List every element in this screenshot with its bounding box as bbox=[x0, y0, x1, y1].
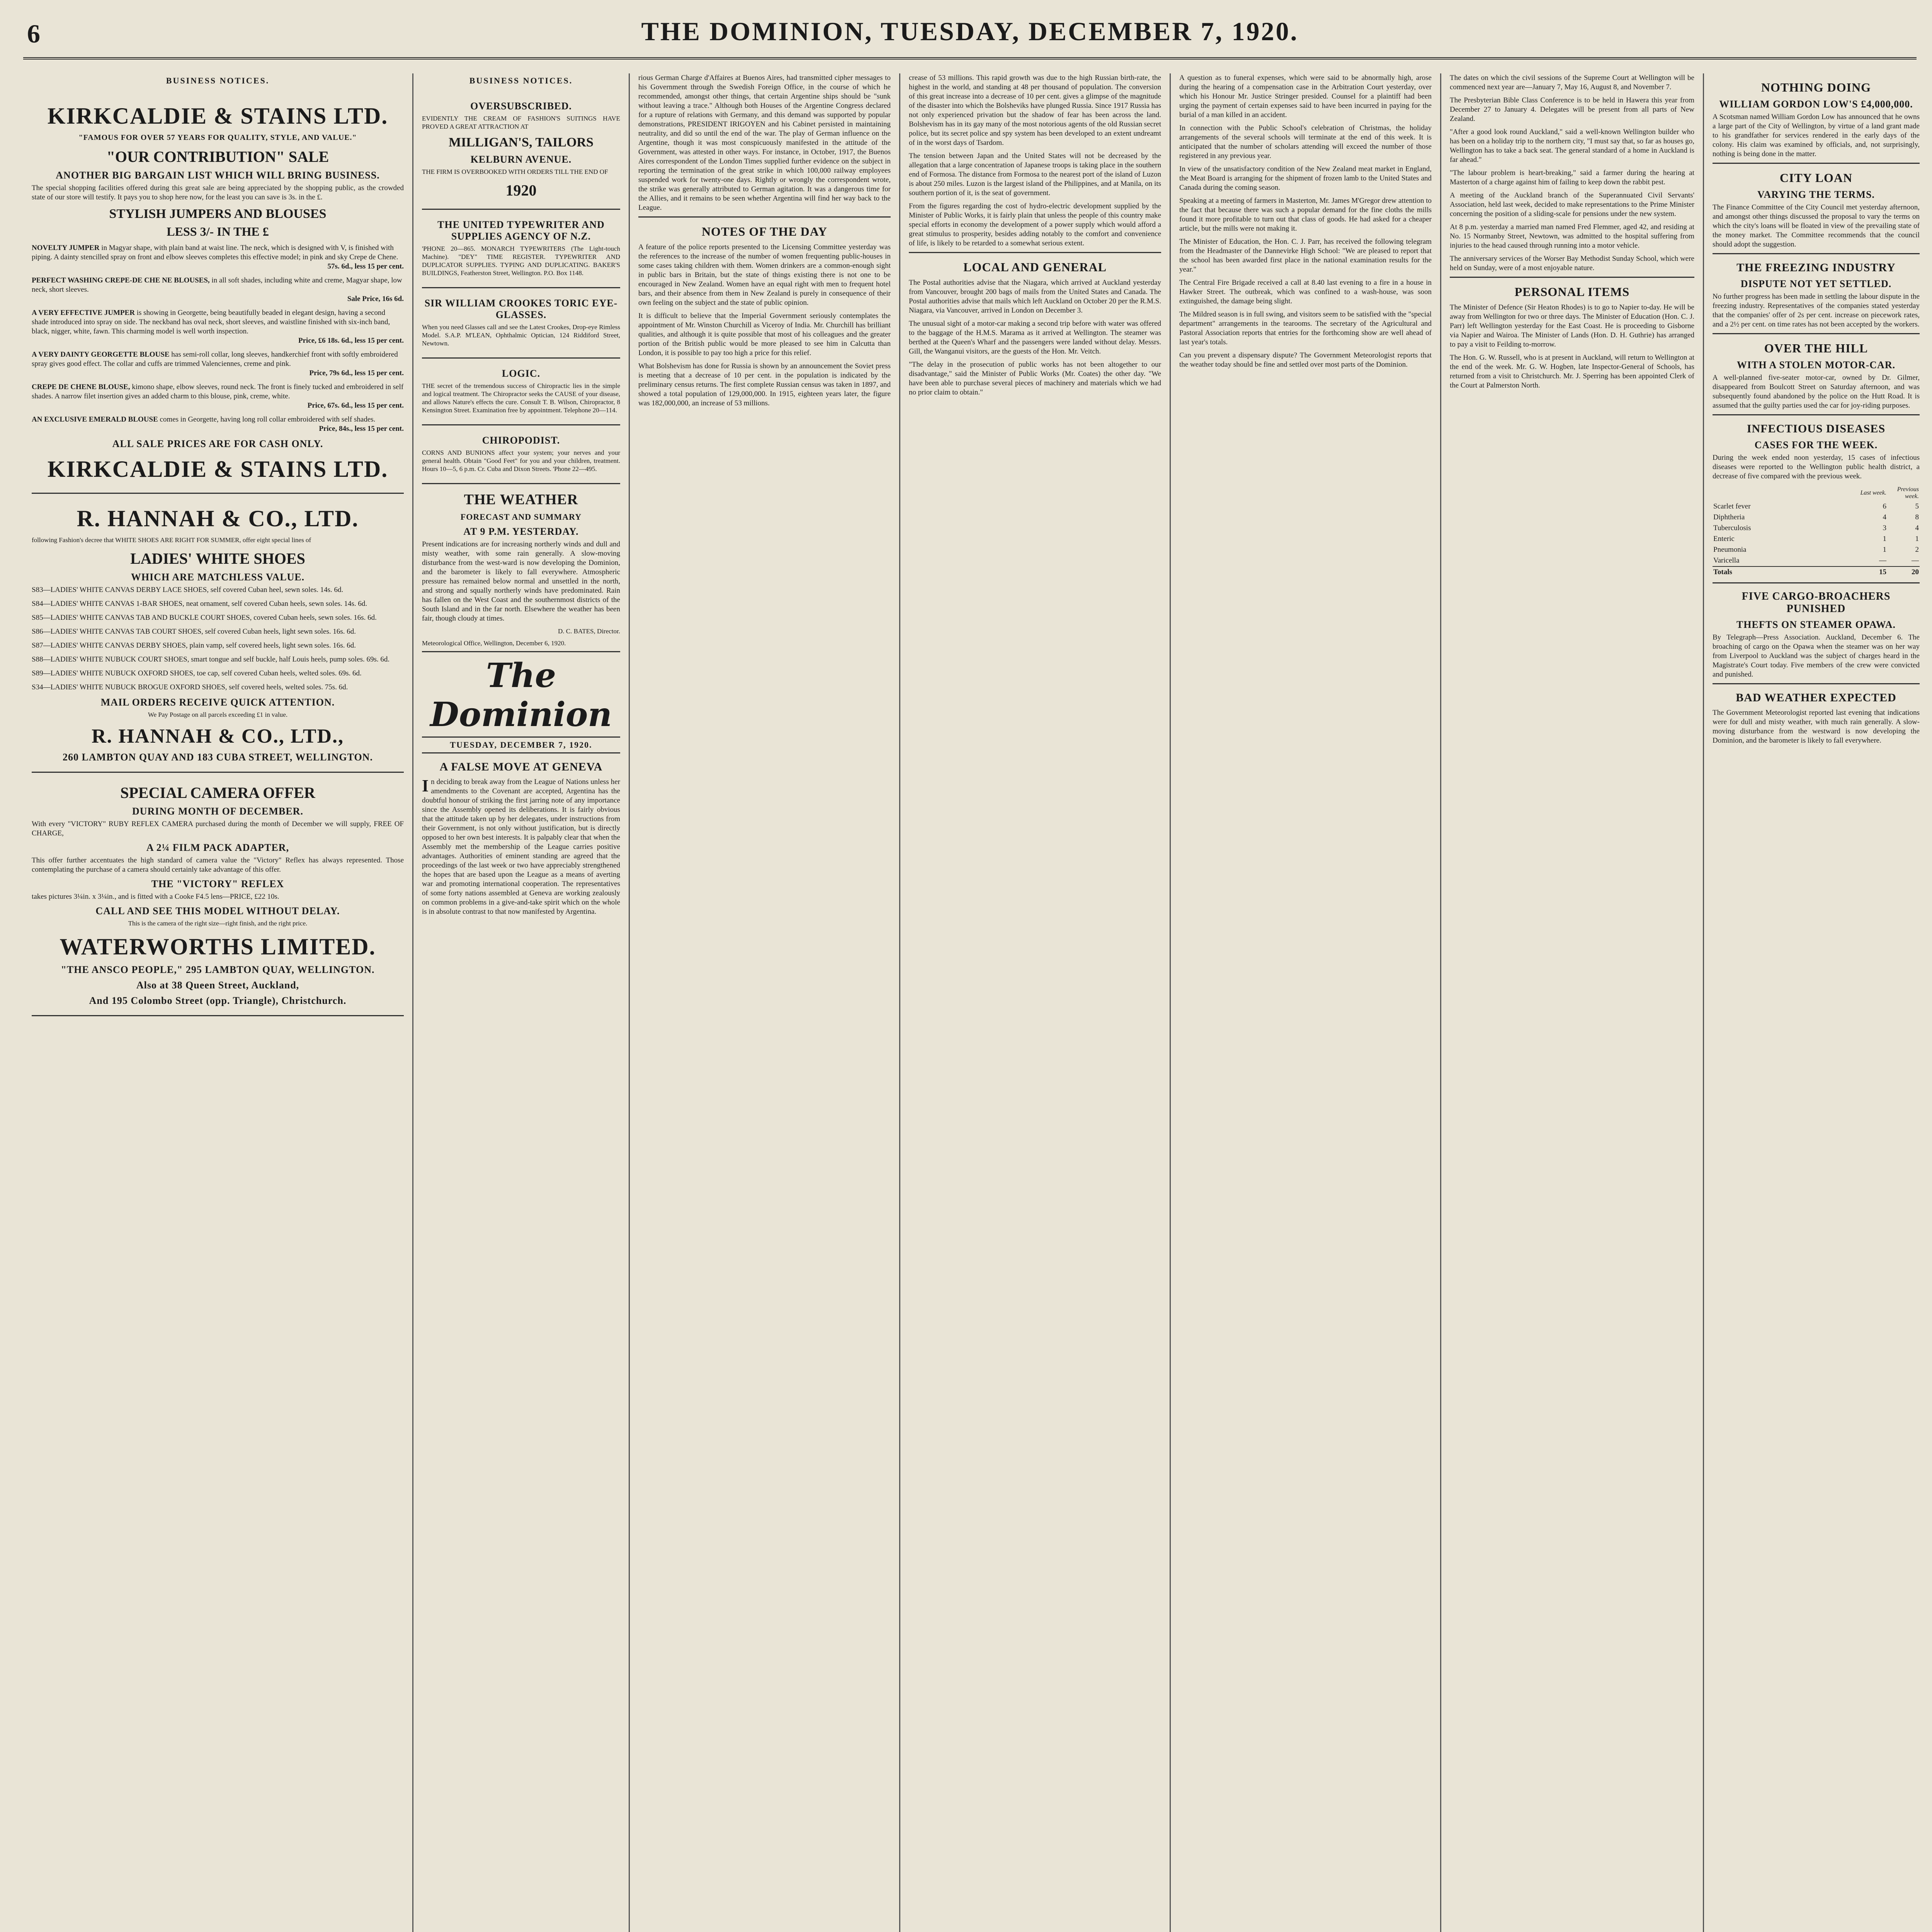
product-heading: LADIES' WHITE SHOES bbox=[130, 550, 305, 567]
shoe-item: S83—LADIES' WHITE CANVAS DERBY LACE SHOES, self covered Cuban heel, sewn soles. 14s. 6d. bbox=[32, 586, 344, 594]
weather-heading: THE WEATHER bbox=[464, 492, 578, 508]
ad-year: 1920 bbox=[505, 182, 537, 199]
infectious-heading: INFECTIOUS DISEASES bbox=[1747, 422, 1886, 435]
notes-paragraph-4: The tension between Japan and the United States will not be decreased by the allegation that a large concentration of Japanese troops is taking place in the southern end of Formosa. The distance from Formosa to the nearest port of the island of Luzon is about 250 miles. Luzon is the largest island of the Philippines, and at Manila, on its southern portion of it, is the seat of government. bbox=[909, 152, 1161, 197]
masthead-title: THE DOMINION, TUESDAY, DECEMBER 7, 1920. bbox=[641, 17, 1299, 46]
local-paragraph-6: In view of the unsatisfactory condition of the New Zealand meat market in England, the Meat Board is arranging for the shipment of frozen lamb to the United States and Canada during the coming season. bbox=[1179, 165, 1432, 192]
cash-notice: ALL SALE PRICES ARE FOR CASH ONLY. bbox=[112, 438, 323, 449]
table-header-previous: Previous week. bbox=[1897, 486, 1919, 500]
local-paragraph-7: Speaking at a meeting of farmers in Masterton, Mr. James M'Gregor drew attention to the fact that because there was such a popular demand for the fine cloths the mills found it more profitable to turn out that class of goods. He had asked for a cheaper article, but the mills were not making it. bbox=[1179, 197, 1432, 233]
ad-text: THE secret of the tremendous success of Chiropractic lies in the simple and logical treatment. The Chiropractor seeks the CAUSE of your disease, and allows Nature's effects the cure. Consult T. B. Wilson, Chiropractor, 8 Kensington Street. Examination free by appointment. Telephone 20—114. bbox=[422, 382, 620, 414]
ad-heading: CHIROPODIST. bbox=[482, 435, 560, 446]
discount-line: LESS 3/- IN THE £ bbox=[167, 224, 269, 238]
total-last-week: 15 bbox=[1855, 566, 1887, 578]
cases-previous-week: 5 bbox=[1915, 502, 1919, 510]
cases-last-week: 1 bbox=[1883, 546, 1886, 554]
column-local-general bbox=[900, 73, 1171, 1932]
product-item bbox=[32, 415, 404, 434]
page-number: 6 bbox=[27, 19, 42, 48]
advertiser-name: R. HANNAH & CO., LTD. bbox=[77, 506, 359, 531]
product-description: has semi-roll collar, long sleeves, handkerchief front with softly embroidered spray gives good effect. The collar and cuffs are trimmed Valenciennes, creme and pink. bbox=[32, 350, 398, 368]
ad-intro: The special shopping facilities offered during this great sale are being appreciated by the shopping public, as the crowded state of our store will testify. It pays you to shop here now, for the least you can save is 3s. in the £. bbox=[32, 184, 404, 201]
column-editorial-notes bbox=[630, 73, 900, 1932]
column-business-notices-2 bbox=[413, 73, 630, 1932]
divider bbox=[1713, 253, 1920, 254]
product-description: is showing in Georgette, being beautifully beaded in elegant design, having a second shade introduced into spray on side. The neckband has oval neck, short sleeves, and waistline finished with six-inch band, black, nigger, white, fawn. This charming model is well worth inspection. bbox=[32, 309, 390, 335]
offer-text-2: This offer further accentuates the high standard of camera value the "Victory" Reflex has always represented. Those contemplating the purchase of a camera should certainly take advantage of this offer. bbox=[32, 856, 404, 874]
advertiser-name-footer: KIRKCALDIE & STAINS LTD. bbox=[47, 456, 388, 482]
divider bbox=[1713, 163, 1920, 164]
cases-previous-week: 4 bbox=[1915, 524, 1919, 532]
section-kicker: BUSINESS NOTICES. bbox=[166, 76, 270, 85]
shoe-item: S86—LADIES' WHITE CANVAS TAB COURT SHOES, self covered Cuban heels, light sewn soles. 16s. 6d. bbox=[32, 628, 356, 636]
cargo-text: By Telegraph—Press Association. Auckland, December 6. The broaching of cargo on the Opawa when the steamer was on her way from Liverpool to Auckland was the subject of charges heard in the Magistrate's Court today. Five members of the crew were convicted and punished. bbox=[1713, 633, 1920, 679]
city-loan-text: The Finance Committee of the City Council met yesterday afternoon, and amongst other things discussed the proposal to vary the terms on which the city's loans will be floated in view of the prevailing state of the money market. The Committee recommends that the council should adopt the suggestion. bbox=[1713, 203, 1920, 248]
offer-reflex: THE "VICTORY" REFLEX bbox=[151, 878, 284, 889]
cases-previous-week: 2 bbox=[1915, 546, 1919, 554]
notes-heading: NOTES OF THE DAY bbox=[701, 224, 828, 238]
product-price: Price, £6 18s. 6d., less 15 per cent. bbox=[298, 337, 404, 345]
disease-name: Enteric bbox=[1713, 535, 1735, 543]
table-header-row bbox=[1713, 485, 1920, 501]
editorial-continued: rious German Charge d'Affaires at Buenos Aires, had transmitted cipher messages to his Government through the Swedish Foreign Office, in the course of which he recommended, amongst other things, that certain Argentine ships should be "sunk without leaving a trace." Although both Houses of the Argentine Congress declared for a rupture of relations with Germany, and this demand was supported by popular demonstrations, PRESIDENT IRIGOYEN and his Cabinet persisted in maintaining neutrality, and did so until the end of the war. The play of German influence on the Argentine, though it was most conspicuously manifested in the attitude of the Government, was attested in other ways. For instance, in October, 1917, the Buenos Aires correspondent of the London Times supplied further evidence on the subject in reporting the termination of the great strike in which 100,000 railway employees suspended work for twenty-one days. Rightly or wrongly the correspondent wrote, the strike was generally attributed to German agitation. It was a dangerous time for the Allies, and it remains to be seen whether Argentina will find her way back to the League. bbox=[638, 74, 891, 212]
table-row bbox=[1713, 544, 1920, 555]
cases-last-week: 1 bbox=[1883, 535, 1886, 543]
camera-offer-ad bbox=[32, 773, 404, 1016]
product-description: comes in Georgette, having long roll collar embroidered with self shades. bbox=[160, 415, 376, 423]
shoe-item: S88—LADIES' WHITE NUBUCK COURT SHOES, smart tongue and self buckle, half Louis heels, pump soles. 69s. 6d. bbox=[32, 655, 390, 663]
ad-heading: SIR WILLIAM CROOKES TORIC EYE-GLASSES. bbox=[424, 298, 618, 320]
news-paragraph-4: "The labour problem is heart-breaking," said a farmer during the hearing at Masterton of a charge against him of failing to keep down the rabbit pest. bbox=[1450, 169, 1694, 186]
divider bbox=[1713, 683, 1920, 684]
product-description: kimono shape, elbow sleeves, round neck. The front is finely tucked and embroidered in self shades. A narrow filet insertion gives an added charm to this blouse, pink, creme, white. bbox=[32, 383, 404, 400]
table-row bbox=[1713, 523, 1920, 534]
shoe-item: S85—LADIES' WHITE CANVAS TAB AND BUCKLE COURT SHOES, covered Cuban heels, sewn soles. 16s. 6d. bbox=[32, 614, 377, 622]
local-paragraph-4: A question as to funeral expenses, which were said to be abnormally high, arose during the hearing of a compensation case in the Arbitration Court yesterday, over which his Honour Mr. Justice Stringer presided. Counsel for a plaintiff had been urging the payment of certain expenses said to have been incurred in paying for the burial of a man killed in an accident. bbox=[1179, 74, 1432, 119]
notes-paragraph-5: From the figures regarding the cost of hydro-electric development supplied by the Minister of Public Works, it is fairly plain that unless the people of this country make special efforts in economy the development of a power supply which would afford a great stimulus to prosperity, besides adding notably to the comfort and convenience of life, is likely to be retarded to a somewhat serious extent. bbox=[909, 202, 1161, 247]
nothing-text: A Scotsman named William Gordon Low has announced that he owns a large part of the City of Wellington, by virtue of a land grant made to his grandfather for services rendered in the early days of the colony. His claim was examined by officials, and, not surprisingly, nothing is being done in the matter. bbox=[1713, 113, 1920, 158]
shoe-item: S84—LADIES' WHITE CANVAS 1-BAR SHOES, neat ornament, self covered Cuban heels, sewn soles. 14s. 6d. bbox=[32, 600, 367, 608]
advertiser-name: WATERWORTHS LIMITED. bbox=[60, 934, 376, 959]
small-ad bbox=[422, 91, 620, 210]
freezing-heading: THE FREEZING INDUSTRY bbox=[1736, 261, 1896, 274]
offer-subheading: DURING MONTH OF DECEMBER. bbox=[132, 806, 303, 817]
weather-signature: D. C. BATES, Director. bbox=[558, 628, 620, 635]
local-paragraph-1: The Postal authorities advise that the Niagara, which arrived at Auckland yesterday from Vancouver, brought 200 bags of mails from the United States and Canada. The Postal authorities advise that mails which left Auckland on October 20 per the R.M.S. Niagara, via Vancouver, arrived in London on December 3. bbox=[909, 279, 1161, 315]
nothing-subheading: WILLIAM GORDON LOW'S £4,000,000. bbox=[1719, 99, 1913, 110]
table-header-last: Last week. bbox=[1860, 490, 1886, 496]
weather-forecast: Present indications are for increasing northerly winds and dull and misty weather, with some rain generally. A slow-moving disturbance from the west-ward is now developing the Dominion, and the barometer is likely to fall everywhere. Atmospheric pressure has remained below normal and unsettled in the north, and strong and squally northerly winds have predominated. Rain has fallen on the West Coast and the southernmost districts of the South Island and in the far north. Elsewhere the weather has been fair, though cloudy at times. bbox=[422, 540, 620, 622]
ad-heading: THE UNITED TYPEWRITER AND SUPPLIES AGENCY OF N.Z. bbox=[437, 219, 605, 242]
freezing-subheading: DISPUTE NOT YET SETTLED. bbox=[1740, 278, 1892, 289]
news-paragraph-1: The dates on which the civil sessions of the Supreme Court at Wellington will be commenced next year are—January 7, May 16, August 8, and November 7. bbox=[1450, 74, 1694, 91]
product-price: Price, 84s., less 15 per cent. bbox=[319, 425, 404, 433]
advertiser-address-1: "THE ANSCO PEOPLE," 295 LAMBTON QUAY, WELLINGTON. bbox=[61, 964, 375, 975]
local-paragraph-5: In connection with the Public School's celebration of Christmas, the holiday arrangements of the several schools will terminate at the end of this week. It is anticipated that the number of scholars attending will exceed the number of those registered in any previous year. bbox=[1179, 124, 1432, 160]
advertiser-name-footer: R. HANNAH & CO., LTD., bbox=[91, 725, 344, 747]
hill-heading: OVER THE HILL bbox=[1764, 341, 1868, 355]
divider bbox=[1713, 414, 1920, 415]
divider bbox=[909, 252, 1161, 253]
product-price: 57s. 6d., less 15 per cent. bbox=[327, 262, 404, 270]
cases-previous-week: — bbox=[1912, 556, 1919, 565]
product-description: in all soft shades, including white and creme, Magyar shape, low neck, short sleeves. bbox=[32, 276, 402, 294]
shoe-item: S89—LADIES' WHITE NUBUCK OXFORD SHOES, toe cap, self covered Cuban heels, welted soles. 69s. 6d. bbox=[32, 669, 362, 677]
cases-table bbox=[1713, 485, 1920, 578]
editorial-heading: A FALSE MOVE AT GENEVA bbox=[439, 760, 603, 773]
hill-subheading: WITH A STOLEN MOTOR-CAR. bbox=[1736, 359, 1896, 371]
offer-text: With every "VICTORY" RUBY REFLEX CAMERA purchased during the month of December we will supply, FREE OF CHARGE, bbox=[32, 820, 404, 837]
product-item bbox=[32, 243, 404, 271]
advertiser-address-3: And 195 Colombo Street (opp. Triangle), Christchurch. bbox=[89, 995, 347, 1006]
cases-last-week: 6 bbox=[1883, 502, 1886, 510]
local-paragraph-3: "The delay in the prosecution of public works has not been altogether to our disadvantage," said the Minister of Public Works (Mr. Coates) the other day. "We have been able to purchase several pieces of machinery and materials which we had no prior claim to obtain." bbox=[909, 361, 1161, 396]
divider bbox=[638, 216, 891, 218]
infectious-text: During the week ended noon yesterday, 15 cases of infectious diseases were reported to the Wellington public health district, a decrease of five compared with the previous week. bbox=[1713, 454, 1920, 480]
product-name: NOVELTY JUMPER bbox=[32, 244, 100, 252]
ad-text-2: THE FIRM IS OVERBOOKED WITH ORDERS TILL THE END OF bbox=[422, 168, 608, 175]
product-item bbox=[32, 350, 404, 378]
product-price: Price, 79s 6d., less 15 per cent. bbox=[309, 369, 404, 377]
product-name: CREPE DE CHENE BLOUSE, bbox=[32, 383, 130, 391]
product-description: in Magyar shape, with plain band at waist line. The neck, which is designed with V, is finished with piping. A dainty stencilled spray on front and elbow sleeves completes this effective model; in pink and sky Crepe de Chene. bbox=[32, 244, 398, 261]
postage-notice: We Pay Postage on all parcels exceeding £1 in value. bbox=[148, 711, 288, 718]
offer-closing: This is the camera of the right size—right finish, and the right price. bbox=[128, 920, 308, 927]
personal-paragraph-1: The Minister of Defence (Sir Heaton Rhodes) is to go to Napier to-day. He will be away from Wellington for two or three days. The Minister of Education (Hon. C. J. Parr) left Wellington yesterday for the East Coast. He is proceeding to Gisborne via Napier and Wairoa. The Minister of Lands (Hon. D. H. Guthrie) has arranged to pay a visit to Feilding to-morrow. bbox=[1450, 303, 1694, 349]
city-loan-heading: CITY LOAN bbox=[1779, 171, 1853, 185]
shoe-list bbox=[32, 585, 404, 692]
product-price: Sale Price, 16s 6d. bbox=[347, 295, 404, 303]
masthead bbox=[23, 11, 1917, 60]
ad-intro: following Fashion's decree that WHITE SHOES ARE RIGHT FOR SUMMER, offer eight special lines of bbox=[32, 536, 311, 544]
dateline: TUESDAY, DECEMBER 7, 1920. bbox=[422, 736, 620, 753]
cases-last-week: — bbox=[1879, 556, 1886, 565]
personal-heading: PERSONAL ITEMS bbox=[1514, 285, 1630, 299]
table-row bbox=[1713, 555, 1920, 566]
sale-subtitle: ANOTHER BIG BARGAIN LIST WHICH WILL BRING BUSINESS. bbox=[56, 170, 380, 181]
disease-name: Pneumonia bbox=[1713, 546, 1747, 554]
offer-heading: SPECIAL CAMERA OFFER bbox=[120, 784, 315, 801]
cases-previous-week: 1 bbox=[1915, 535, 1919, 543]
notes-continued: crease of 53 millions. This rapid growth was due to the high Russian birth-rate, the highest in the world, and standing at 48 per thousand of population. The conversion of this great increase into a decrease of 10 per cent. gives a glimpse of the magnitude of the disaster into which the Bolsheviks have plunged Russia. Since 1917 Russia has not only experienced privation but the shadow of fear has been across the land. Bolshevism has in its gay many of the most notorious agents of the old Russian secret police, but its secret police and spy system has been developed to an extent undreamt of in the worst days of Tsardom. bbox=[909, 74, 1161, 147]
local-paragraph-9: The Central Fire Brigade received a call at 8.40 last evening to a fire in a house in Hawker Street. The outbreak, which was confined to a wash-house, was soon extinguished, the damage being slight. bbox=[1179, 279, 1432, 305]
kirkcaldie-ad bbox=[32, 91, 404, 494]
news-paragraph-2: The Presbyterian Bible Class Conference is to be held in Hawera this year from December 27 to January 4. Delegates will be present from all parts of New Zealand. bbox=[1450, 96, 1694, 123]
divider bbox=[1713, 333, 1920, 334]
small-ad bbox=[422, 359, 620, 425]
local-paragraph-2: The unusual sight of a motor-car making a second trip before with water was offered to the baggage of the H.M.S. Marama as it arrived at Wellington. The steamer was berthed at the Queen's Wharf and the passengers were landed without delay. Messrs. Gill, the Wanganui visitors, are the guests of the Hon. Mr. Veitch. bbox=[909, 320, 1161, 355]
cases-last-week: 3 bbox=[1883, 524, 1886, 532]
column-news-personal bbox=[1441, 73, 1704, 1932]
local-paragraph-10: The Mildred season is in full swing, and visitors seem to be satisfied with the "special department" arrangements in the tearooms. The secretary of the Agricultural and Pastoral Association reports that entries for the forthcoming show are well ahead of last year's totals. bbox=[1179, 310, 1432, 346]
hannah-ad bbox=[32, 494, 404, 773]
product-name: A VERY DAINTY GEORGETTE BLOUSE bbox=[32, 350, 170, 359]
product-subheading: WHICH ARE MATCHLESS VALUE. bbox=[131, 571, 305, 583]
table-row bbox=[1713, 534, 1920, 544]
ad-text: 'PHONE 20—865. MONARCH TYPEWRITERS (The Light-touch Machine). "DEY" TIME REGISTER. TYPEWRITER AND DUPLICATOR SUPPLIES. TYPING AND DUPLICATING. BAKER'S BUILDINGS, Featherston Street, Wellington. P.O. Box 1148. bbox=[422, 245, 620, 277]
table-row bbox=[1713, 501, 1920, 512]
table-header-blank bbox=[1713, 485, 1855, 501]
product-name: AN EXCLUSIVE EMERALD BLOUSE bbox=[32, 415, 158, 423]
advertiser-address: 260 LAMBTON QUAY AND 183 CUBA STREET, WELLINGTON. bbox=[63, 752, 373, 763]
ad-heading: OVERSUBSCRIBED. bbox=[470, 100, 572, 112]
weather-office: Meteorological Office, Wellington, December 6, 1920. bbox=[422, 639, 566, 647]
advertiser-name: KIRKCALDIE & STAINS LTD. bbox=[47, 103, 388, 129]
local-paragraph-11: Can you prevent a dispensary dispute? The Government Meteorologist reports that the weather today should be fine and settled over most parts of the Dominion. bbox=[1179, 351, 1432, 369]
disease-name: Varicella bbox=[1713, 556, 1740, 565]
shoe-item: S34—LADIES' WHITE NUBUCK BROGUE OXFORD SHOES, self covered heels, welted soles. 75s. 6d. bbox=[32, 683, 348, 691]
local-paragraph-8: The Minister of Education, the Hon. C. J. Parr, has received the following telegram from the Headmaster of the Dannevirke High School: "We are pleased to report that the school has been awarded first place in the national examination results for the year." bbox=[1179, 238, 1432, 274]
advertiser-tagline: "FAMOUS FOR OVER 57 YEARS FOR QUALITY, STYLE, AND VALUE." bbox=[78, 133, 357, 142]
cargo-heading: FIVE CARGO-BROACHERS PUNISHED bbox=[1742, 590, 1891, 615]
offer-call: CALL AND SEE THIS MODEL WITHOUT DELAY. bbox=[95, 905, 340, 917]
small-ad bbox=[422, 210, 620, 288]
cargo-subheading: THEFTS ON STEAMER OPAWA. bbox=[1736, 619, 1896, 630]
ad-heading: LOGIC. bbox=[502, 368, 541, 379]
small-ads bbox=[422, 91, 620, 484]
cases-previous-week: 8 bbox=[1915, 513, 1919, 521]
news-paragraph-3: "After a good look round Auckland," said a well-known Wellington builder who has been on a holiday trip to the northern city, "I must say that, so far as houses go, Wellington has to take a back seat. The general standard of a home in Auckland is far ahead." bbox=[1450, 128, 1694, 164]
weather-time: AT 9 P.M. YESTERDAY. bbox=[463, 526, 579, 537]
ad-name: MILLIGAN'S, TAILORS bbox=[449, 135, 594, 150]
editorial-text: In deciding to break away from the League of Nations unless her amendments to the Covenant are accepted, Argentina has the doubtful honour of striking the first jarring note of any importance since the Assembly opened its deliberations. It is fairly obvious that the attitude taken up by her delegates, under instructions from their Government, is not only without justification, but is directly opposed to her own best interests. It is palpably clear that when the Assembly met the membership of the League carries positive advantages. Authorities of eminent standing are agreed that the proceedings of the last week or two have appreciably strengthened the hopes that are based upon the League as a means of averting war and promoting international cooperation. The representatives of some forty nations assembled at Geneva are working zealously on common problems in a give-and-take spirit which on the whole is in absolute contrast to that now manifested by Argentina. bbox=[422, 776, 620, 916]
column-local-continued bbox=[1171, 73, 1441, 1932]
city-loan-subheading: VARYING THE TERMS. bbox=[1757, 189, 1875, 200]
product-item bbox=[32, 276, 404, 304]
total-previous-week: 20 bbox=[1887, 566, 1920, 578]
nothing-heading: NOTHING DOING bbox=[1761, 80, 1871, 94]
ad-text: EVIDENTLY THE CREAM OF FASHION'S SUITINGS HAVE PROVED A GREAT ATTRACTION AT bbox=[422, 115, 620, 130]
shoe-item: S87—LADIES' WHITE CANVAS DERBY SHOES, plain vamp, self covered heels, light sewn soles. 16s. 6d. bbox=[32, 641, 356, 650]
freezing-text: No further progress has been made in settling the labour dispute in the freezing industry. Representatives of the companies stated yesterday that the companies' offer of 2s per cent. increase on piecework rates, and a 2½ per cent. on time rates has not been accepted by the workers. bbox=[1713, 293, 1920, 328]
ad-text: CORNS AND BUNIONS affect your system; your nerves and your general health. Obtain "Good Feet" for you and your children, treatment. Hours 10—5, 6 p.m. Cr. Cuba and Dixon Streets. 'Phone 22—495. bbox=[422, 449, 620, 473]
small-ad bbox=[422, 425, 620, 484]
offer-adapter: A 2¼ FILM PACK ADAPTER, bbox=[146, 842, 289, 853]
notes-paragraph-2: It is difficult to believe that the Imperial Government seriously contemplates the appointment of Mr. Winston Churchill as Viceroy of India. Mr. Churchill has brilliant qualities, and although it is quite possible that most of his colleagues and the greater portion of the British public would be more pleased to see him in Calcutta than London, it is possible to pay too high a price for this relief. bbox=[638, 312, 891, 357]
ad-text: When you need Glasses call and see the Latest Crookes, Drop-eye Rimless Model. S.A.P. M'LEAN, Ophthalmic Optician, 124 Riddiford Street, Newtown. bbox=[422, 323, 620, 347]
advertiser-address-2: Also at 38 Queen Street, Auckland, bbox=[136, 980, 299, 991]
product-item bbox=[32, 308, 404, 345]
product-name: PERFECT WASHING CREPE-DE CHE NE BLOUSES, bbox=[32, 276, 210, 284]
ad-address: KELBURN AVENUE. bbox=[470, 154, 572, 165]
disease-name: Scarlet fever bbox=[1713, 502, 1751, 510]
news-paragraph-6: At 8 p.m. yesterday a married man named Fred Flemmer, aged 42, and residing at No. 15 Normanby Street, Newtown, was admitted to the hospital suffering from injuries to the head caused through running into a motor vehicle. bbox=[1450, 223, 1694, 250]
bad-weather-heading: BAD WEATHER EXPECTED bbox=[1736, 691, 1896, 704]
divider bbox=[1713, 582, 1920, 583]
cases-last-week: 4 bbox=[1883, 513, 1886, 521]
local-heading: LOCAL AND GENERAL bbox=[963, 260, 1107, 274]
personal-paragraph-2: The Hon. G. W. Russell, who is at present in Auckland, will return to Wellington at the end of the week. Mr. G. W. Hogben, late Inspector-General of Schools, has returned from a visit to Christchurch. Mr. J. Sperring has been appointed Clerk of the Court at Palmerston North. bbox=[1450, 354, 1694, 389]
table-total-row bbox=[1713, 566, 1920, 578]
newspaper-nameplate: The Dominion bbox=[430, 656, 612, 734]
infectious-subheading: CASES FOR THE WEEK. bbox=[1754, 439, 1878, 451]
weather-subheading: FORECAST AND SUMMARY bbox=[460, 512, 582, 522]
column-news-briefs bbox=[1704, 73, 1928, 1932]
offer-text-3: takes pictures 3¼in. x 3¼in., and is fitted with a Cooke F4.5 lens—PRICE, £22 10s. bbox=[32, 893, 279, 901]
divider bbox=[422, 651, 620, 652]
cases-body bbox=[1713, 501, 1920, 578]
divider bbox=[1450, 277, 1694, 278]
bad-weather-text: The Government Meteorologist reported last evening that indications were for dull and misty weather, with much rain generally. A slow-moving disturbance from the westward is now developing the Dominion, and the barometer is likely to fall everywhere. bbox=[1713, 709, 1920, 745]
small-ad bbox=[422, 288, 620, 359]
disease-name: Tuberculosis bbox=[1713, 524, 1751, 532]
product-list bbox=[32, 243, 404, 434]
notes-paragraph-3: What Bolshevism has done for Russia is shown by an announcement the Soviet press is meeting that a decrease of 10 per cent. in the population is indicated by the preliminary census returns. The first complete Russian census was taken in 1897, and showed a total population of 129,000,000. In 1915, eighteen years later, the figure was 182,000,000, an increase of 53 millions. bbox=[638, 362, 891, 407]
hill-text: A well-planned five-seater motor-car, owned by Dr. Gilmer, disappeared from Boulcott Street on Saturday afternoon, and was subsequently found abandoned by the police on the Hutt Road. It is assumed that the guilty parties used the car for joy-riding purposes. bbox=[1713, 374, 1920, 410]
section-kicker: BUSINESS NOTICES. bbox=[469, 76, 573, 85]
news-paragraph-5: A meeting of the Auckland branch of the Superannuated Civil Servants' Association, held last week, decided to make representations to the Prime Minister concerning the position of a sliding-scale for pensions under the new system. bbox=[1450, 191, 1694, 218]
column-business-notices-1 bbox=[23, 73, 413, 1932]
notes-paragraph-1: A feature of the police reports presented to the Licensing Committee yesterday was the references to the increase of the number of women frequenting public-houses in some cases taking children with them. Women drinkers are a common-enough sight in public bars in Britain, but the state of things existing there is not one to be encouraged in New Zealand. Women have an equal right with men to frequent hotel bars, and their absence from them in New Zealand is purely in consequence of their own feeling on the subject and the state of public opinion. bbox=[638, 243, 891, 307]
mail-orders-notice: MAIL ORDERS RECEIVE QUICK ATTENTION. bbox=[100, 697, 335, 708]
product-item bbox=[32, 383, 404, 410]
total-label: Totals bbox=[1713, 566, 1855, 578]
news-paragraph-7: The anniversary services of the Worser Bay Methodist Sunday School, which were held on Sunday, were of a most enjoyable nature. bbox=[1450, 255, 1694, 272]
product-heading: STYLISH JUMPERS AND BLOUSES bbox=[109, 207, 327, 221]
table-row bbox=[1713, 512, 1920, 523]
sale-title: "OUR CONTRIBUTION" SALE bbox=[106, 148, 329, 165]
product-name: A VERY EFFECTIVE JUMPER bbox=[32, 309, 135, 317]
product-price: Price, 67s. 6d., less 15 per cent. bbox=[307, 401, 404, 410]
disease-name: Diphtheria bbox=[1713, 513, 1745, 521]
